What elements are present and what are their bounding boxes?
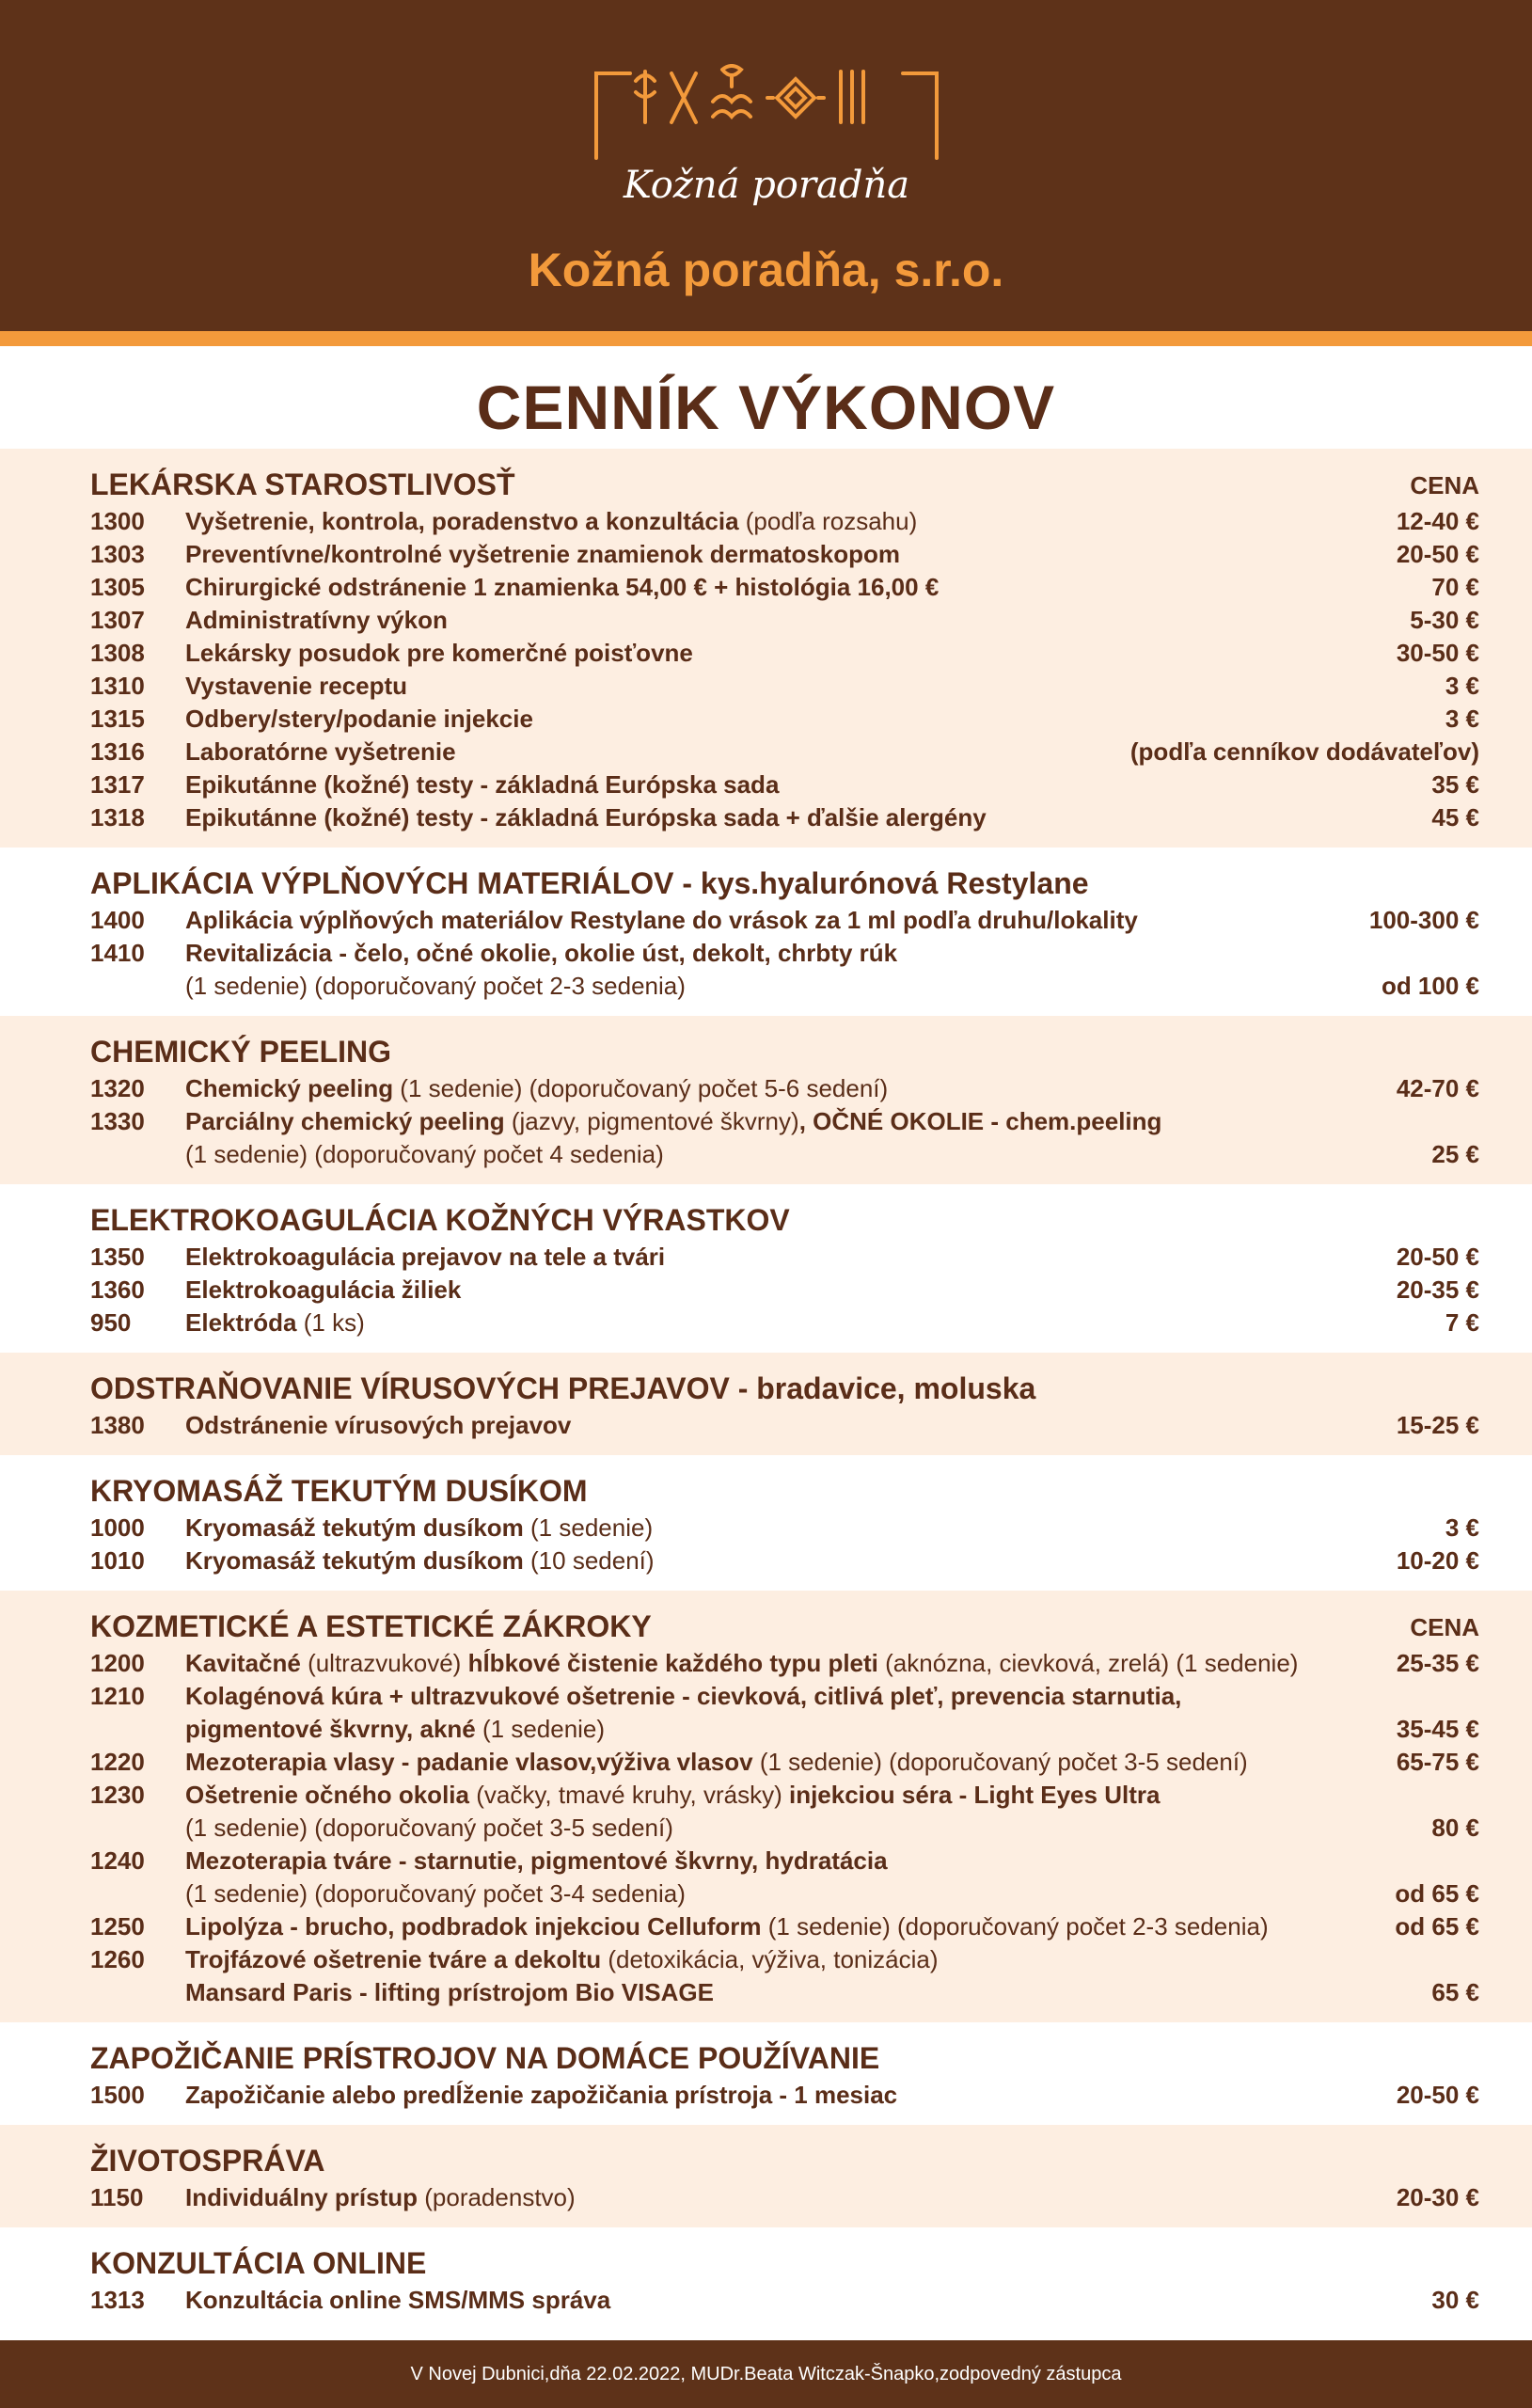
service-price: 35 € — [1431, 770, 1479, 799]
service-code: 1220 — [90, 1748, 145, 1776]
description-line — [185, 1779, 1319, 1812]
description-line — [185, 1680, 1319, 1713]
company-name: Kožná poradňa, s.r.o. — [528, 244, 1004, 296]
description-line — [185, 937, 1319, 970]
section-header — [90, 1606, 1479, 1647]
description-line — [185, 1746, 1319, 1779]
service-code: 1316 — [90, 737, 145, 766]
description-line — [185, 1943, 1319, 1976]
description-segment: (jazvy, pigmentové škvrny) — [504, 1107, 799, 1135]
section-title: ODSTRAŇOVANIE VÍRUSOVÝCH PREJAVOV - bradavice, moluska — [90, 1371, 1036, 1405]
price-row — [90, 2079, 1479, 2112]
price-section — [0, 848, 1532, 1016]
description-segment: Zapožičanie alebo predĺženie zapožičania prístroja - 1 mesiac — [185, 2081, 898, 2109]
description-segment: Administratívny výkon — [185, 606, 448, 634]
price-row — [90, 1746, 1479, 1779]
logo-text: Kožná poradňa — [623, 164, 910, 207]
description-line — [185, 1647, 1319, 1680]
service-price: od 100 € — [1381, 972, 1479, 1000]
service-description — [185, 1845, 1319, 1910]
description-segment: Konzultácia online SMS/MMS správa — [185, 2286, 611, 2314]
description-segment: (poradenstvo) — [418, 2183, 576, 2211]
description-line — [185, 768, 1319, 801]
service-description — [185, 2284, 1319, 2317]
service-description — [185, 1545, 1319, 1577]
description-line — [185, 1877, 1319, 1910]
price-section — [0, 2125, 1532, 2227]
description-segment: injekciou séra - Light Eyes Ultra — [788, 1781, 1161, 1809]
service-price: 3 € — [1445, 1513, 1479, 1542]
section-header — [90, 2037, 1479, 2079]
description-segment: (ultrazvukové) — [300, 1649, 468, 1677]
page-title: CENNÍK VÝKONOV — [476, 372, 1056, 442]
service-description — [185, 703, 1319, 736]
service-price: od 65 € — [1395, 1912, 1479, 1941]
price-section — [0, 1591, 1532, 2022]
description-segment: (1 sedenie) (doporučovaný počet 2-3 sedenia) — [761, 1912, 1269, 1941]
service-code: 1210 — [90, 1682, 145, 1710]
description-line — [185, 970, 1319, 1003]
service-description — [185, 1779, 1319, 1845]
service-code: 1000 — [90, 1513, 145, 1542]
price-row — [90, 703, 1479, 736]
service-description — [185, 637, 1319, 670]
orange-divider — [0, 331, 1532, 346]
description-segment: Chemický peeling — [185, 1074, 394, 1102]
service-price: 5-30 € — [1410, 606, 1479, 634]
service-code: 1400 — [90, 906, 145, 934]
price-section — [0, 2227, 1532, 2330]
price-row — [90, 505, 1479, 538]
description-line — [185, 801, 1319, 834]
description-line — [185, 670, 1319, 703]
service-code: 1410 — [90, 939, 145, 967]
description-segment: Mezoterapia vlasy - padanie vlasov,výživa vlasov — [185, 1748, 753, 1776]
description-segment: Aplikácia výplňových materiálov Restylane do vrások za 1 ml podľa druhu/lokality — [185, 906, 1138, 934]
description-segment: Elektrokoagulácia žiliek — [185, 1275, 462, 1304]
description-segment: Mezoterapia tváre - starnutie, pigmentové škvrny, hydratácia — [185, 1846, 888, 1875]
description-line — [185, 637, 1319, 670]
price-row — [90, 604, 1479, 637]
description-line — [185, 1072, 1319, 1105]
service-description — [185, 1746, 1319, 1779]
price-row — [90, 571, 1479, 604]
description-segment: pigmentové škvrny, akné — [185, 1715, 476, 1743]
description-segment: Epikutánne (kožné) testy - základná Európska sada + ďalšie alergény — [185, 803, 987, 832]
price-row — [90, 1647, 1479, 1680]
description-line — [185, 604, 1319, 637]
service-price: 45 € — [1431, 803, 1479, 832]
price-row — [90, 2181, 1479, 2214]
section-header — [90, 464, 1479, 505]
description-segment: (1 sedenie) (doporučovaný počet 4 sedenia) — [185, 1140, 664, 1168]
price-row — [90, 904, 1479, 937]
description-line — [185, 1241, 1319, 1274]
price-row — [90, 1943, 1479, 2009]
service-price: 7 € — [1445, 1308, 1479, 1337]
description-segment: Ošetrenie očného okolia — [185, 1781, 469, 1809]
service-price: 65 € — [1431, 1978, 1479, 2006]
service-price: 42-70 € — [1396, 1074, 1479, 1102]
header-banner — [0, 0, 1532, 331]
service-description — [185, 571, 1319, 604]
description-line — [185, 1845, 1319, 1877]
description-segment: Preventívne/kontrolné vyšetrenie znamienok dermatoskopom — [185, 540, 901, 568]
description-segment: (1 sedenie) (doporučovaný počet 3-5 sedení) — [752, 1748, 1248, 1776]
price-row — [90, 801, 1479, 834]
description-segment: (1 sedenie) (doporučovaný počet 3-4 sedenia) — [185, 1879, 686, 1908]
description-segment: Vystavenie receptu — [185, 672, 408, 700]
service-price: 3 € — [1445, 672, 1479, 700]
service-code: 1380 — [90, 1411, 145, 1439]
price-row — [90, 1072, 1479, 1105]
description-line — [185, 538, 1319, 571]
description-segment: Epikutánne (kožné) testy - základná Európska sada — [185, 770, 780, 799]
service-description — [185, 1274, 1319, 1307]
service-description — [185, 604, 1319, 637]
description-line — [185, 1138, 1319, 1171]
service-code: 1300 — [90, 507, 145, 535]
price-list — [0, 449, 1532, 2330]
price-section — [0, 2022, 1532, 2125]
service-price: 30 € — [1431, 2286, 1479, 2314]
service-code: 1500 — [90, 2081, 145, 2109]
description-segment: Kryomasáž tekutým dusíkom — [185, 1546, 524, 1575]
description-segment: Mansard Paris - lifting prístrojom Bio VISAGE — [185, 1978, 714, 2006]
description-segment: (1 sedenie) — [475, 1715, 606, 1743]
service-description — [185, 1105, 1319, 1171]
description-segment: , OČNÉ OKOLIE - chem.peeling — [798, 1107, 1162, 1135]
service-description — [185, 1680, 1319, 1746]
description-segment: (1 sedenie) (doporučovaný počet 3-5 sedení) — [185, 1814, 673, 1842]
description-segment: Kryomasáž tekutým dusíkom — [185, 1513, 524, 1542]
service-description — [185, 1409, 1319, 1442]
service-description — [185, 937, 1319, 1003]
price-row — [90, 1307, 1479, 1339]
service-description — [185, 1943, 1319, 2009]
service-description — [185, 2079, 1319, 2112]
price-column-header: CENA — [1410, 471, 1479, 499]
service-description — [185, 1512, 1319, 1545]
section-header — [90, 2140, 1479, 2181]
service-description — [185, 1910, 1319, 1943]
price-row — [90, 2284, 1479, 2317]
description-line — [185, 1713, 1319, 1746]
service-price: 12-40 € — [1396, 507, 1479, 535]
section-title: CHEMICKÝ PEELING — [90, 1035, 392, 1069]
service-code: 1010 — [90, 1546, 145, 1575]
service-price: od 65 € — [1395, 1879, 1479, 1908]
description-line — [185, 703, 1319, 736]
service-price: 10-20 € — [1396, 1546, 1479, 1575]
service-description — [185, 505, 1319, 538]
service-code: 1330 — [90, 1107, 145, 1135]
section-header — [90, 1199, 1479, 1241]
service-code: 1305 — [90, 573, 145, 601]
section-title: KRYOMASÁŽ TEKUTÝM DUSÍKOM — [90, 1474, 588, 1508]
description-segment: Lekársky posudok pre komerčné poisťovne — [185, 639, 693, 667]
section-title: KOZMETICKÉ A ESTETICKÉ ZÁKROKY — [90, 1609, 652, 1643]
price-row — [90, 768, 1479, 801]
description-segment: (1 sedenie) (doporučovaný počet 5-6 sedení) — [393, 1074, 889, 1102]
price-row — [90, 1512, 1479, 1545]
description-segment: hĺbkové čistenie každého typu pleti — [467, 1649, 878, 1677]
price-section — [0, 1184, 1532, 1353]
description-line — [185, 1812, 1319, 1845]
price-section — [0, 1353, 1532, 1455]
service-price: 15-25 € — [1396, 1411, 1479, 1439]
description-segment: Odbery/stery/podanie injekcie — [185, 705, 533, 733]
service-code: 1360 — [90, 1275, 145, 1304]
section-title: ELEKTROKOAGULÁCIA KOŽNÝCH VÝRASTKOV — [90, 1203, 790, 1237]
section-title: ZAPOŽIČANIE PRÍSTROJOV NA DOMÁCE POUŽÍVANIE — [90, 2041, 880, 2075]
description-segment: Revitalizácia - čelo, očné okolie, okolie úst, dekolt, chrbty rúk — [185, 939, 898, 967]
footer-note: V Novej Dubnici,dňa 22.02.2022, MUDr.Beata Witczak-Šnapko,zodpovedný zástupca — [0, 2340, 1532, 2408]
description-segment: Vyšetrenie, kontrola, poradenstvo a konzultácia — [185, 507, 739, 535]
service-code: 950 — [90, 1308, 132, 1337]
service-price: 25-35 € — [1396, 1649, 1479, 1677]
service-code: 1150 — [90, 2183, 144, 2211]
service-code: 1317 — [90, 770, 145, 799]
section-title: APLIKÁCIA VÝPLŇOVÝCH MATERIÁLOV - kys.hyalurónová Restylane — [90, 866, 1089, 900]
service-description — [185, 670, 1319, 703]
service-code: 1310 — [90, 672, 145, 700]
service-description — [185, 768, 1319, 801]
service-code: 1260 — [90, 1945, 145, 1973]
description-segment: (podľa rozsahu) — [738, 507, 918, 535]
service-price: 25 € — [1431, 1140, 1479, 1168]
description-segment: Lipolýza - brucho, podbradok injekciou Celluform — [185, 1912, 762, 1941]
service-price: (podľa cenníkov dodávateľov) — [1129, 737, 1479, 766]
description-line — [185, 1409, 1319, 1442]
description-segment: Kavitačné — [185, 1649, 301, 1677]
section-header — [90, 863, 1479, 904]
service-price: 30-50 € — [1396, 639, 1479, 667]
description-segment: (1 sedenie) — [523, 1513, 654, 1542]
description-segment: (aknózna, cievková, zrelá) (1 sedenie) — [877, 1649, 1299, 1677]
service-code: 1240 — [90, 1846, 145, 1875]
description-line — [185, 1274, 1319, 1307]
price-column-header: CENA — [1410, 1613, 1479, 1641]
description-segment: Individuálny prístup — [185, 2183, 419, 2211]
price-row — [90, 736, 1479, 768]
description-segment: Laboratórne vyšetrenie — [185, 737, 456, 766]
service-description — [185, 1647, 1319, 1680]
description-segment: (detoxikácia, výživa, tonizácia) — [601, 1945, 939, 1973]
section-header — [90, 1031, 1479, 1072]
description-segment: Parciálny chemický peeling — [185, 1107, 505, 1135]
service-code: 1303 — [90, 540, 145, 568]
service-price: 20-50 € — [1396, 540, 1479, 568]
description-line — [185, 904, 1319, 937]
service-code: 1320 — [90, 1074, 145, 1102]
price-row — [90, 1545, 1479, 1577]
price-section — [0, 449, 1532, 848]
description-line — [185, 2079, 1319, 2112]
service-description — [185, 1072, 1319, 1105]
section-header — [90, 1470, 1479, 1512]
service-code: 1307 — [90, 606, 145, 634]
price-section — [0, 1455, 1532, 1591]
service-price: 65-75 € — [1396, 1748, 1479, 1776]
service-code: 1315 — [90, 705, 145, 733]
price-row — [90, 1680, 1479, 1746]
description-line — [185, 505, 1319, 538]
section-title: ŽIVOTOSPRÁVA — [90, 2144, 325, 2178]
description-line — [185, 571, 1319, 604]
service-code: 1350 — [90, 1243, 145, 1271]
service-price: 20-35 € — [1396, 1275, 1479, 1304]
service-description — [185, 538, 1319, 571]
service-price: 20-50 € — [1396, 1243, 1479, 1271]
description-segment: Kolagénová kúra + ultrazvukové ošetrenie - cievková, citlivá pleť, prevencia starnutia, — [185, 1682, 1182, 1710]
price-row — [90, 1409, 1479, 1442]
service-code: 1308 — [90, 639, 145, 667]
price-row — [90, 1910, 1479, 1943]
service-price: 80 € — [1431, 1814, 1479, 1842]
service-code: 1230 — [90, 1781, 145, 1809]
service-description — [185, 904, 1319, 937]
price-row — [90, 937, 1479, 1003]
service-price: 3 € — [1445, 705, 1479, 733]
service-price: 100-300 € — [1368, 906, 1479, 934]
price-row — [90, 538, 1479, 571]
service-description — [185, 801, 1319, 834]
description-segment: Elektrokoagulácia prejavov na tele a tvári — [185, 1243, 666, 1271]
service-price: 70 € — [1431, 573, 1479, 601]
description-line — [185, 1976, 1319, 2009]
description-line — [185, 1545, 1319, 1577]
service-price: 20-30 € — [1396, 2183, 1479, 2211]
description-line — [185, 1910, 1319, 1943]
description-segment: (10 sedení) — [523, 1546, 655, 1575]
service-code: 1318 — [90, 803, 145, 832]
section-title: LEKÁRSKA STAROSTLIVOSŤ — [90, 467, 515, 501]
service-description — [185, 1307, 1319, 1339]
description-line — [185, 2284, 1319, 2317]
description-segment: Chirurgické odstránenie 1 znamienka 54,00 € + histológia 16,00 € — [185, 573, 940, 601]
service-code: 1250 — [90, 1912, 145, 1941]
price-row — [90, 1274, 1479, 1307]
description-segment: Trojfázové ošetrenie tváre a dekoltu — [185, 1945, 602, 1973]
description-segment: Elektróda — [185, 1308, 297, 1337]
description-line — [185, 2181, 1319, 2214]
section-title: KONZULTÁCIA ONLINE — [90, 2246, 427, 2280]
service-code: 1313 — [90, 2286, 145, 2314]
description-segment: (vačky, tmavé kruhy, vrásky) — [468, 1781, 789, 1809]
service-price: 35-45 € — [1396, 1715, 1479, 1743]
price-row — [90, 1845, 1479, 1910]
description-line — [185, 1105, 1319, 1138]
price-row — [90, 1241, 1479, 1274]
service-code: 1200 — [90, 1649, 145, 1677]
description-segment: (1 ks) — [296, 1308, 365, 1337]
service-price: 20-50 € — [1396, 2081, 1479, 2109]
section-header — [90, 2242, 1479, 2284]
description-segment: (1 sedenie) (doporučovaný počet 2-3 sedenia) — [185, 972, 686, 1000]
description-line — [185, 1512, 1319, 1545]
price-row — [90, 1105, 1479, 1171]
description-line — [185, 1307, 1319, 1339]
price-section — [0, 1016, 1532, 1184]
price-row — [90, 1779, 1479, 1845]
logo-icon — [592, 64, 940, 224]
description-segment: Odstránenie vírusových prejavov — [185, 1411, 572, 1439]
service-description — [185, 2181, 1319, 2214]
service-description — [185, 1241, 1319, 1274]
price-row — [90, 637, 1479, 670]
price-row — [90, 670, 1479, 703]
section-header — [90, 1368, 1479, 1409]
